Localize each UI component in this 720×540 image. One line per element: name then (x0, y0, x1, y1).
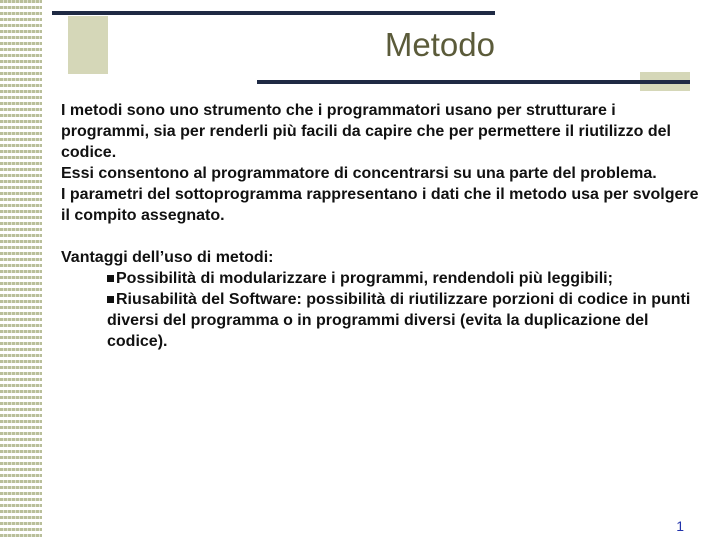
body-paragraph: I metodi sono uno strumento che i programmatori usano per strutturare i programmi, sia per renderli più facili da capire che per permettere il riutilizzo del codice. (61, 102, 671, 161)
square-bullet-icon (107, 275, 114, 282)
body-paragraph: Essi consentono al programmatore di concentrarsi su una parte del problema. (61, 165, 657, 182)
slide-body (61, 100, 701, 352)
accent-square-top (68, 16, 108, 74)
title-underline-rule (257, 80, 690, 84)
top-rule (52, 11, 495, 15)
advantage-text: Riusabilità del Software: possibilità di riutilizzare porzioni di codice in punti diversi del programma o in programmi diversi (evita la duplicazione del codice). (107, 291, 691, 350)
advantage-item (61, 289, 701, 352)
page-number: 1 (676, 518, 684, 534)
advantages-heading: Vantaggi dell’uso di metodi: (61, 249, 274, 266)
advantage-item (61, 268, 701, 289)
striped-margin-decoration (0, 0, 42, 540)
slide-title: Metodo (384, 26, 495, 63)
body-paragraph: I parametri del sottoprogramma rappresentano i dati che il metodo usa per svolgere il compito assegnato. (61, 186, 699, 224)
advantage-text: Possibilità di modularizzare i programmi, rendendoli più leggibili; (116, 270, 613, 287)
square-bullet-icon (107, 296, 114, 303)
